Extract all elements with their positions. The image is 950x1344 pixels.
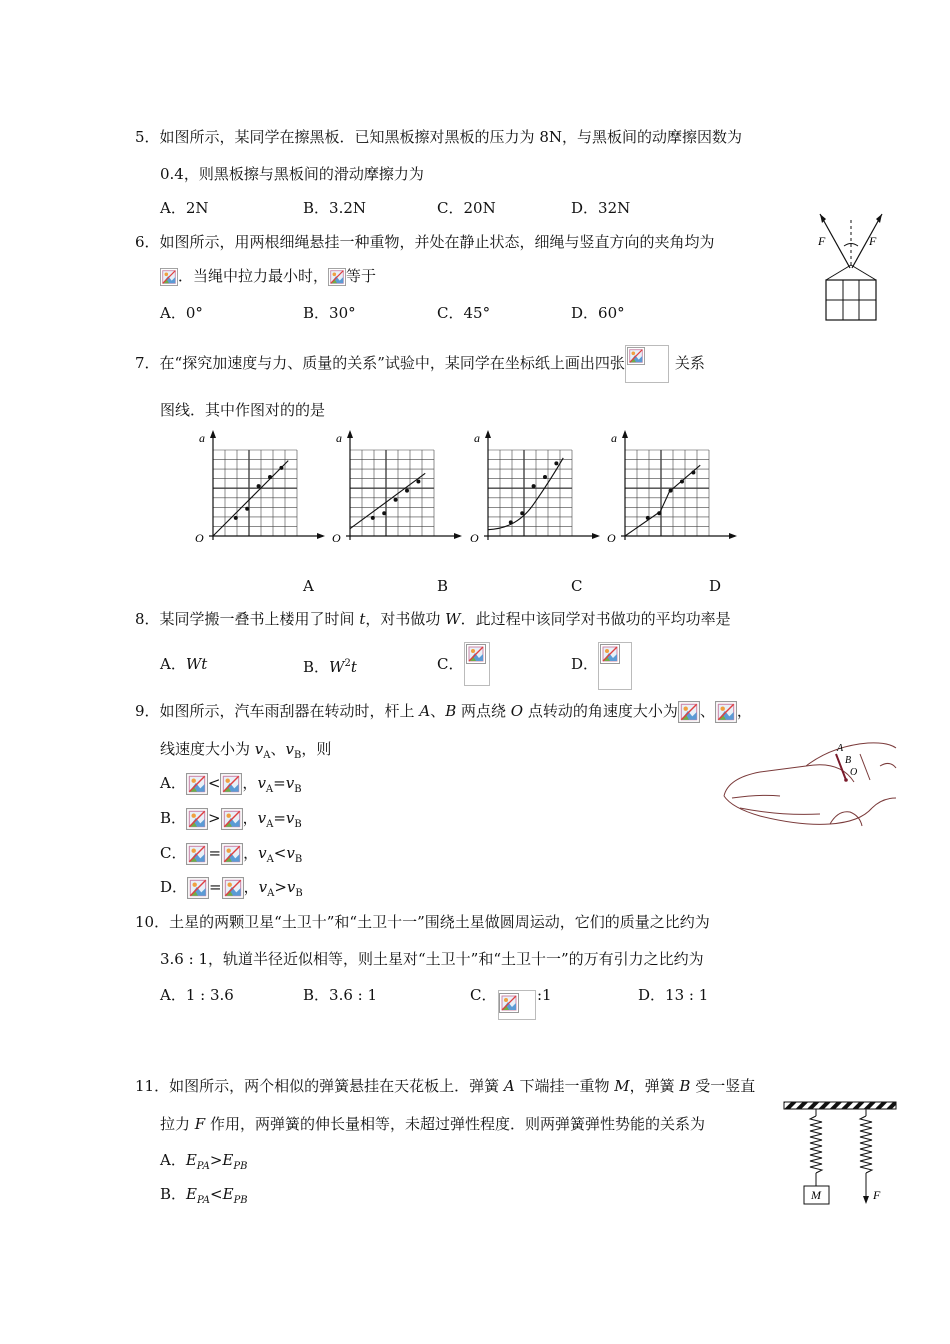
q7-stem-line1: 7．在“探究加速度与力、质量的关系”试验中，某同学在坐标纸上画出四张 关系 [135, 345, 705, 383]
axis-label-a: a [611, 431, 617, 445]
hanging-weight-figure [812, 210, 892, 325]
q5-option-a: A．2N [160, 199, 209, 217]
car-wiper-figure [720, 738, 898, 830]
fig-label-b: B [845, 755, 852, 766]
q10-stem-line1: 10．土星的两颗卫星“土卫十”和“土卫十一”围绕土星做圆周运动，它们的质量之比约为 [135, 913, 710, 931]
data-point [394, 498, 398, 502]
data-point [509, 520, 513, 524]
image-placeholder-icon [186, 773, 208, 795]
image-placeholder-icon [678, 701, 700, 723]
origin-label: O [470, 531, 479, 545]
q9-option-b: B． > ，$v_A=v_B$ [160, 809, 302, 830]
q5-option-b: B．3.2N [303, 199, 367, 217]
fit-line [625, 465, 700, 536]
data-point [680, 480, 684, 484]
image-placeholder-icon [498, 990, 536, 1020]
q5-option-d: D．32N [571, 199, 631, 217]
q5-stem-line2: 0.4，则黑板擦与黑板间的滑动摩擦力为 [160, 165, 424, 183]
q7-graph-label-a: A [303, 577, 314, 595]
data-point [646, 516, 650, 520]
q8-option-b: B．$W^2t$ [303, 658, 357, 676]
q7-graph-label-c: C [571, 577, 583, 595]
x-axis-arrow [729, 533, 737, 539]
q8-stem: 8．某同学搬一叠书上楼用了时间 t，对书做功 W．此过程中该同学对书做功的平均功率是 [135, 610, 731, 628]
q7-graph-label-d: D [709, 577, 722, 595]
image-placeholder-icon [625, 345, 669, 383]
y-axis-arrow [347, 430, 353, 438]
origin-label: O [195, 531, 204, 545]
data-point [279, 466, 283, 470]
data-point [405, 489, 409, 493]
axis-label-a: a [474, 431, 480, 445]
axis-label-a: a [199, 431, 205, 445]
fit-line [213, 461, 288, 536]
data-point [234, 516, 238, 520]
q10-option-c: C． [470, 986, 497, 1004]
q6-stem-line1: 6．如图所示，用两根细绳悬挂一种重物，并处在静止状态，细绳与竖直方向的夹角均为 [135, 233, 715, 251]
data-point [520, 511, 524, 515]
data-point [382, 511, 386, 515]
q10-option-b: B．3.6 : 1 [303, 986, 378, 1004]
origin-label: O [607, 531, 616, 545]
axis-label-a: a [336, 431, 342, 445]
q11-stem-line1: 11．如图所示，两个相似的弹簧悬挂在天花板上．弹簧 A 下端挂一重物 M，弹簧 B 受一竖直 [135, 1077, 756, 1095]
q7-graph-label-b: B [437, 577, 449, 595]
image-placeholder-icon [222, 877, 244, 899]
data-point [554, 461, 558, 465]
fig-label-a: A [837, 743, 844, 754]
q6-stem-line2: ．当绳中拉力最小时， 等于 [160, 266, 376, 286]
image-placeholder-icon [598, 642, 632, 690]
q7-graphs [188, 428, 748, 553]
q11-option-a: A．$E_{PA}>E_{PB}$ [160, 1151, 248, 1172]
spring-figure [782, 1100, 898, 1212]
data-point [416, 480, 420, 484]
q9-stem-line1: 9．如图所示，汽车雨刮器在转动时，杆上 A、B 两点绕 O 点转动的角速度大小为 、 ， [135, 701, 752, 723]
q6-option-a: A．0° [160, 304, 203, 322]
data-point [371, 516, 375, 520]
y-axis-arrow [622, 430, 628, 438]
data-point [543, 475, 547, 479]
q9-option-c: C． = ，$v_A<v_B$ [160, 844, 303, 865]
data-point [669, 489, 673, 493]
image-placeholder-icon [160, 268, 178, 286]
fit-line [488, 458, 563, 530]
image-placeholder-icon [186, 843, 208, 865]
data-point [657, 511, 661, 515]
image-placeholder-icon [220, 773, 242, 795]
q11-option-b: B．$E_{PA}<E_{PB}$ [160, 1185, 248, 1206]
q9-option-d: D． = ，$v_A>v_B$ [160, 878, 303, 899]
image-placeholder-icon [464, 642, 490, 686]
image-placeholder-icon [328, 268, 346, 286]
x-axis-arrow [317, 533, 325, 539]
data-point [532, 484, 536, 488]
q8-option-a: A．Wt [160, 655, 208, 673]
q5-option-c: C．20N [437, 199, 496, 217]
q9-stem-line2: 线速度大小为 $v_A$、$v_B$，则 [160, 740, 332, 761]
q10-option-d: D．13 : 1 [638, 986, 709, 1004]
image-placeholder-icon [715, 701, 737, 723]
fig-label-m: M [811, 1188, 821, 1202]
y-axis-arrow [210, 430, 216, 438]
data-point [268, 475, 272, 479]
fig-label-f-left: F [818, 234, 826, 248]
x-axis-arrow [592, 533, 600, 539]
fig-label-o: O [850, 767, 858, 778]
q8-option-c: C． [437, 655, 464, 673]
image-placeholder-icon [186, 808, 208, 830]
q10-option-a: A．1 : 3.6 [160, 986, 234, 1004]
q7-stem-line2: 图线．其中作图对的的是 [160, 401, 326, 419]
q6-option-d: D．60° [571, 304, 625, 322]
ceiling [784, 1102, 896, 1109]
q5-stem-line1: 5．如图所示，某同学在擦黑板．已知黑板擦对黑板的压力为 8N，与黑板间的动摩擦因数为 [135, 128, 742, 146]
q10-stem-line2: 3.6 : 1，轨道半径近似相等，则土星对“土卫十”和“土卫十一”的万有引力之比约为 [160, 950, 704, 968]
fit-line [350, 473, 425, 528]
q11-stem-line2: 拉力 F 作用，两弹簧的伸长量相等，未超过弹性程度．则两弹簧弹性势能的关系为 [160, 1115, 705, 1133]
data-point [257, 484, 261, 488]
x-axis-arrow [454, 533, 462, 539]
image-placeholder-icon [187, 877, 209, 899]
image-placeholder-icon [221, 808, 243, 830]
q6-option-c: C．45° [437, 304, 491, 322]
data-point [245, 507, 249, 511]
q8-option-d: D． [571, 655, 599, 673]
fig-label-f-right: F [869, 234, 877, 248]
image-placeholder-icon [221, 843, 243, 865]
q6-option-b: B．30° [303, 304, 356, 322]
data-point [691, 470, 695, 474]
fig-label-f: F [873, 1188, 881, 1202]
origin-label: O [332, 531, 341, 545]
y-axis-arrow [485, 430, 491, 438]
q9-option-a: A． < ，$v_A=v_B$ [160, 774, 302, 795]
q10-option-c-tail: :1 [537, 986, 552, 1004]
